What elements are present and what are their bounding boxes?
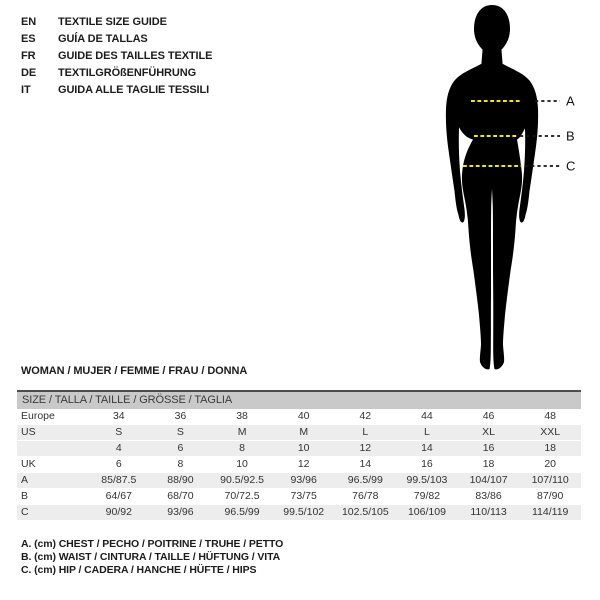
table-cell: 8 <box>211 441 273 457</box>
table-cell: 76/78 <box>335 489 397 505</box>
language-item <box>21 64 212 81</box>
table-cell: 38 <box>211 409 273 425</box>
table-cell: 107/110 <box>519 473 581 489</box>
size-table-grid <box>17 409 581 521</box>
size-table-header: SIZE / TALLA / TAILLE / GRÖSSE / TAGLIA <box>17 392 581 409</box>
legend-line: A. (cm) CHEST / PECHO / POITRINE / TRUHE / PETTO <box>21 538 284 550</box>
table-cell: 110/113 <box>458 505 520 521</box>
row-label: US <box>17 425 88 441</box>
language-code: FR <box>21 49 36 62</box>
table-cell: 93/96 <box>273 473 335 489</box>
table-cell: 79/82 <box>396 489 458 505</box>
table-cell: M <box>273 425 335 441</box>
table-cell: 10 <box>273 441 335 457</box>
table-cell: 14 <box>335 457 397 473</box>
table-cell: 106/109 <box>396 505 458 521</box>
table-row <box>17 473 581 489</box>
language-label: GUIDA ALLE TAGLIE TESSILI <box>58 83 210 96</box>
table-cell: 68/70 <box>150 489 212 505</box>
table-cell: 6 <box>150 441 212 457</box>
table-cell: 93/96 <box>150 505 212 521</box>
legend-line: B. (cm) WAIST / CINTURA / TAILLE / HÜFTUNG / VITA <box>21 550 281 563</box>
table-cell: L <box>335 425 397 441</box>
table-cell: 102.5/105 <box>335 505 397 521</box>
table-cell: 4 <box>88 441 150 457</box>
language-label: TEXTILGRÖßENFÜHRUNG <box>58 66 197 79</box>
table-cell: S <box>88 425 150 441</box>
table-cell: 90.5/92.5 <box>211 473 273 489</box>
table-cell: 104/107 <box>458 473 520 489</box>
language-label: GUÍA DE TALLAS <box>58 32 148 45</box>
woman-figure <box>420 0 600 378</box>
table-cell: 99.5/103 <box>396 473 458 489</box>
table-cell: 12 <box>335 441 397 457</box>
language-code: DE <box>21 66 37 79</box>
row-label: C <box>17 505 88 521</box>
table-cell: XXL <box>519 425 581 441</box>
language-item <box>21 81 212 98</box>
table-row <box>17 505 581 521</box>
row-label: Europe <box>17 409 88 425</box>
row-label: UK <box>17 457 88 473</box>
table-cell: 88/90 <box>150 473 212 489</box>
table-cell: 10 <box>211 457 273 473</box>
table-cell: 83/86 <box>458 489 520 505</box>
row-label: B <box>17 489 88 505</box>
language-label: TEXTILE SIZE GUIDE <box>58 15 167 28</box>
language-code: EN <box>21 15 37 28</box>
table-cell: 96.5/99 <box>335 473 397 489</box>
table-cell: 12 <box>273 457 335 473</box>
table-cell: 87/90 <box>519 489 581 505</box>
row-label <box>17 441 88 457</box>
table-cell: 36 <box>150 409 212 425</box>
language-list <box>21 13 212 98</box>
table-cell: 48 <box>519 409 581 425</box>
table-cell: 44 <box>396 409 458 425</box>
gender-heading: WOMAN / MUJER / FEMME / FRAU / DONNA <box>21 365 248 377</box>
table-cell: L <box>396 425 458 441</box>
language-item <box>21 13 212 30</box>
table-cell: 8 <box>150 457 212 473</box>
language-code: IT <box>21 83 31 96</box>
table-cell: M <box>211 425 273 441</box>
table-cell: 18 <box>519 441 581 457</box>
table-cell: 64/67 <box>88 489 150 505</box>
measure-label-c: C <box>566 158 576 174</box>
table-cell: 16 <box>458 441 520 457</box>
row-label: A <box>17 473 88 489</box>
table-cell: 85/87.5 <box>88 473 150 489</box>
legend-line: C. (cm) HIP / CADERA / HANCHE / HÜFTE / HIPS <box>21 563 257 576</box>
measure-label-b: B <box>566 128 575 144</box>
table-cell: 99.5/102 <box>273 505 335 521</box>
table-cell: 40 <box>273 409 335 425</box>
woman-silhouette <box>446 5 538 369</box>
table-cell: 46 <box>458 409 520 425</box>
table-cell: 20 <box>519 457 581 473</box>
table-cell: 90/92 <box>88 505 150 521</box>
table-row <box>17 425 581 441</box>
language-item <box>21 47 212 64</box>
language-code: ES <box>21 32 36 45</box>
table-cell: 42 <box>335 409 397 425</box>
language-label: GUIDE DES TAILLES TEXTILE <box>58 49 213 62</box>
table-row <box>17 409 581 425</box>
language-item <box>21 30 212 47</box>
measurement-legend <box>21 538 283 576</box>
table-cell: 6 <box>88 457 150 473</box>
table-cell: 14 <box>396 441 458 457</box>
table-cell: 70/72.5 <box>211 489 273 505</box>
measure-label-a: A <box>566 93 575 109</box>
table-cell: 96.5/99 <box>211 505 273 521</box>
table-cell: 114/119 <box>519 505 581 521</box>
table-row <box>17 441 581 457</box>
table-cell: S <box>150 425 212 441</box>
table-row <box>17 489 581 505</box>
table-cell: 16 <box>396 457 458 473</box>
table-cell: 18 <box>458 457 520 473</box>
table-row <box>17 457 581 473</box>
table-cell: XL <box>458 425 520 441</box>
table-cell: 34 <box>88 409 150 425</box>
table-cell: 73/75 <box>273 489 335 505</box>
size-table <box>17 390 581 521</box>
